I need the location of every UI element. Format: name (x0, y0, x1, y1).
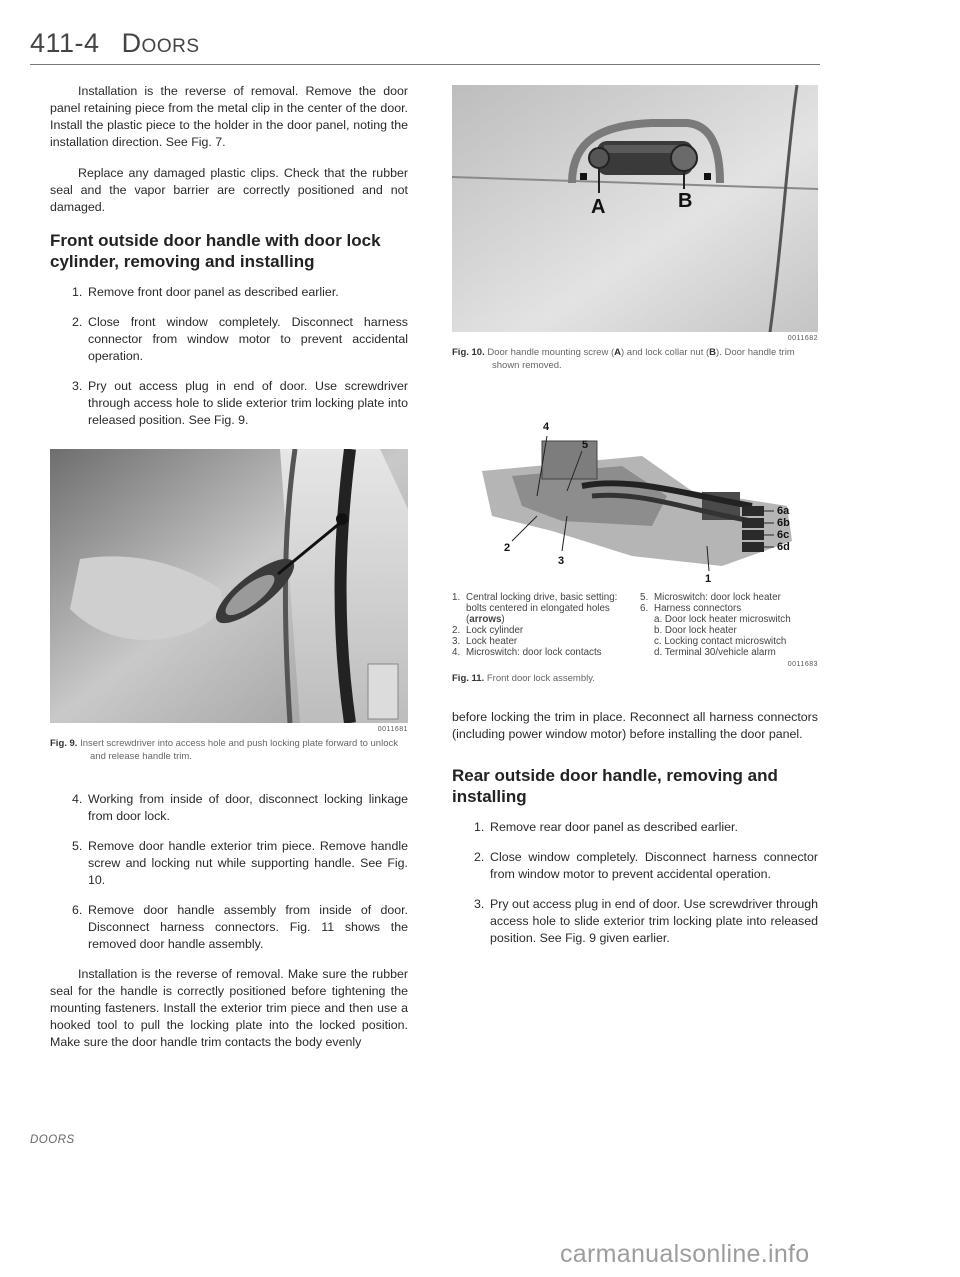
fig9-label: Fig. 9. (50, 738, 78, 749)
fig10-bold-b: B (709, 347, 717, 358)
step-text: Pry out access plug in end of door. Use screwdriver through access hole to slide exterior trim locking plate into released position. See Fig. 9. (88, 379, 408, 427)
step-text: Remove rear door panel as described earlier. (490, 820, 738, 834)
fig10-callout-a: A (591, 196, 606, 218)
page-header (30, 28, 200, 59)
fig11-callout: 3 (558, 555, 565, 567)
watermark: carmanualsonline.info (560, 1240, 810, 1268)
fig9-code: 0011681 (377, 726, 408, 733)
page-footer: DOORS (30, 1134, 75, 1146)
continuation-paragraph: before locking the trim in place. Reconnect all harness connectors (including power window motor) before installing the door panel. (452, 710, 818, 741)
step-number: 2. (72, 315, 83, 329)
legend-subitem: d. Terminal 30/vehicle alarm (654, 647, 776, 658)
fig10-code: 0011682 (787, 335, 818, 342)
step-number: 1. (474, 820, 485, 834)
fig9-photo (50, 449, 408, 723)
legend-number: 5. (640, 592, 649, 603)
legend-subitem: b. Door lock heater (654, 625, 737, 636)
legend-item (640, 592, 818, 603)
steps-list-rear (452, 819, 818, 947)
legend-number: 2. (452, 625, 461, 636)
step-item (50, 791, 408, 825)
fig10-image (452, 85, 818, 332)
step-text: Remove front door panel as described earlier. (88, 285, 339, 299)
step-item (452, 819, 818, 836)
fig10-caption (452, 346, 818, 372)
step-text: Remove door handle assembly from inside of door. Disconnect harness connectors. Fig. 11 shows the removed door handle assembly. (88, 903, 408, 951)
fig11-callout: 6d (777, 541, 790, 553)
legend-text: Microswitch: door lock contacts (466, 647, 602, 658)
legend-item (452, 636, 630, 647)
step-item (50, 902, 408, 953)
fig11-label: Fig. 11. (452, 673, 485, 684)
fig11-photo (452, 396, 818, 586)
section-title: Doors (121, 28, 200, 58)
figure-11 (452, 396, 818, 685)
fig11-legend (452, 592, 818, 658)
step-text: Close window completely. Disconnect harness connector from window motor to prevent accidental operation. (490, 850, 818, 881)
step-item (50, 314, 408, 365)
legend-item (452, 592, 630, 625)
fig11-callout: 2 (504, 542, 511, 554)
fig9-text: Insert screwdriver into access hole and push locking plate forward to unlock and release handle trim. (80, 738, 398, 762)
legend-text: Lock cylinder (466, 625, 524, 636)
step-item (50, 838, 408, 889)
step-text: Working from inside of door, disconnect locking linkage from door lock. (88, 792, 408, 823)
step-number: 3. (474, 897, 485, 911)
fig10-callout-b: B (678, 190, 693, 212)
fig11-caption (452, 672, 818, 685)
fig11-callout: 1 (705, 573, 712, 585)
legend-text: Lock heater (466, 636, 518, 647)
step-number: 5. (72, 839, 83, 853)
section-heading-front-handle: Front outside door handle with door lock cylinder, removing and installing (50, 231, 381, 271)
step-number: 3. (72, 379, 83, 393)
legend-column-left (452, 592, 630, 658)
step-number: 1. (72, 285, 83, 299)
legend-column-right (640, 592, 818, 658)
legend-text: Harness connectors (654, 603, 742, 614)
fig9-caption (50, 737, 408, 763)
legend-text-part: Central locking drive, basic setting: bolts centered in elongated holes ( (466, 592, 618, 625)
legend-text (466, 592, 630, 625)
intro-paragraph: Replace any damaged plastic clips. Check that the rubber seal and the vapor barrier are correctly positioned and not damaged. (50, 166, 408, 214)
header-rule (30, 64, 820, 65)
legend-subitem: c. Locking contact microswitch (654, 636, 787, 647)
figure-9 (50, 449, 408, 763)
section-heading-rear-handle: Rear outside door handle, removing and installing (452, 766, 778, 806)
fig11-text: Front door lock assembly. (486, 673, 595, 684)
left-column (50, 83, 408, 1065)
right-column (452, 85, 818, 960)
fig11-code: 0011683 (787, 661, 818, 668)
legend-number: 3. (452, 636, 461, 647)
fig11-callout: 6c (777, 529, 790, 541)
legend-text: Microswitch: door lock heater (654, 592, 781, 603)
step-text: Pry out access plug in end of door. Use screwdriver through access hole to slide exterior trim locking plate into released position. See Fig. 9 given earlier. (490, 897, 818, 945)
fig10-photo (452, 85, 818, 332)
fig11-callout: 5 (582, 439, 589, 451)
step-item (50, 284, 408, 301)
legend-number: 4. (452, 647, 461, 658)
step-number: 2. (474, 850, 485, 864)
legend-item (640, 603, 818, 614)
legend-number: 1. (452, 592, 461, 603)
fig10-bold-a: A (614, 347, 621, 358)
legend-subitem: a. Door lock heater microswitch (654, 614, 791, 625)
steps-list-front-b (50, 791, 408, 953)
fig10-label: Fig. 10. (452, 347, 485, 358)
step-number: 6. (72, 903, 83, 917)
fig9-image (50, 449, 408, 723)
step-item (452, 896, 818, 947)
step-item (50, 378, 408, 429)
step-item (452, 849, 818, 883)
fig11-callout: 4 (543, 421, 550, 433)
fig11-callout: 6a (777, 505, 790, 517)
legend-text-part: ) (501, 614, 505, 625)
step-text: Remove door handle exterior trim piece. Remove handle screw and locking nut while supporting handle. See Fig. 10. (88, 839, 408, 887)
steps-list-front-a (50, 284, 408, 429)
page-number: 411-4 (30, 28, 100, 58)
fig10-text: ) and lock collar nut ( (620, 347, 710, 358)
legend-number: 6. (640, 603, 649, 614)
step-text: Close front window completely. Disconnect harness connector from window motor to prevent accidental operation. (88, 315, 408, 363)
fig10-text: ). Door handle trim shown removed. (492, 347, 795, 371)
fig11-image (452, 396, 818, 586)
fig11-callout: 6b (777, 517, 790, 529)
legend-item (452, 625, 630, 636)
step-number: 4. (72, 792, 83, 806)
closing-paragraph: Installation is the reverse of removal. Make sure the rubber seal for the handle is correctly positioned before tightening the mounting fasteners. Install the exterior trim piece and then use a hooked tool to pull the locking plate into the locked position. Make sure the door handle trim contacts the body evenly (50, 967, 408, 1049)
figure-10 (452, 85, 818, 372)
fig10-text: Door handle mounting screw ( (487, 347, 615, 358)
legend-bold: arrows (469, 614, 502, 625)
legend-item (452, 647, 630, 658)
intro-paragraph: Installation is the reverse of removal. Remove the door panel retaining piece from the metal clip in the center of the door. Install the plastic piece to the holder in the door panel, noting the installation direction. See Fig. 7. (50, 84, 408, 149)
